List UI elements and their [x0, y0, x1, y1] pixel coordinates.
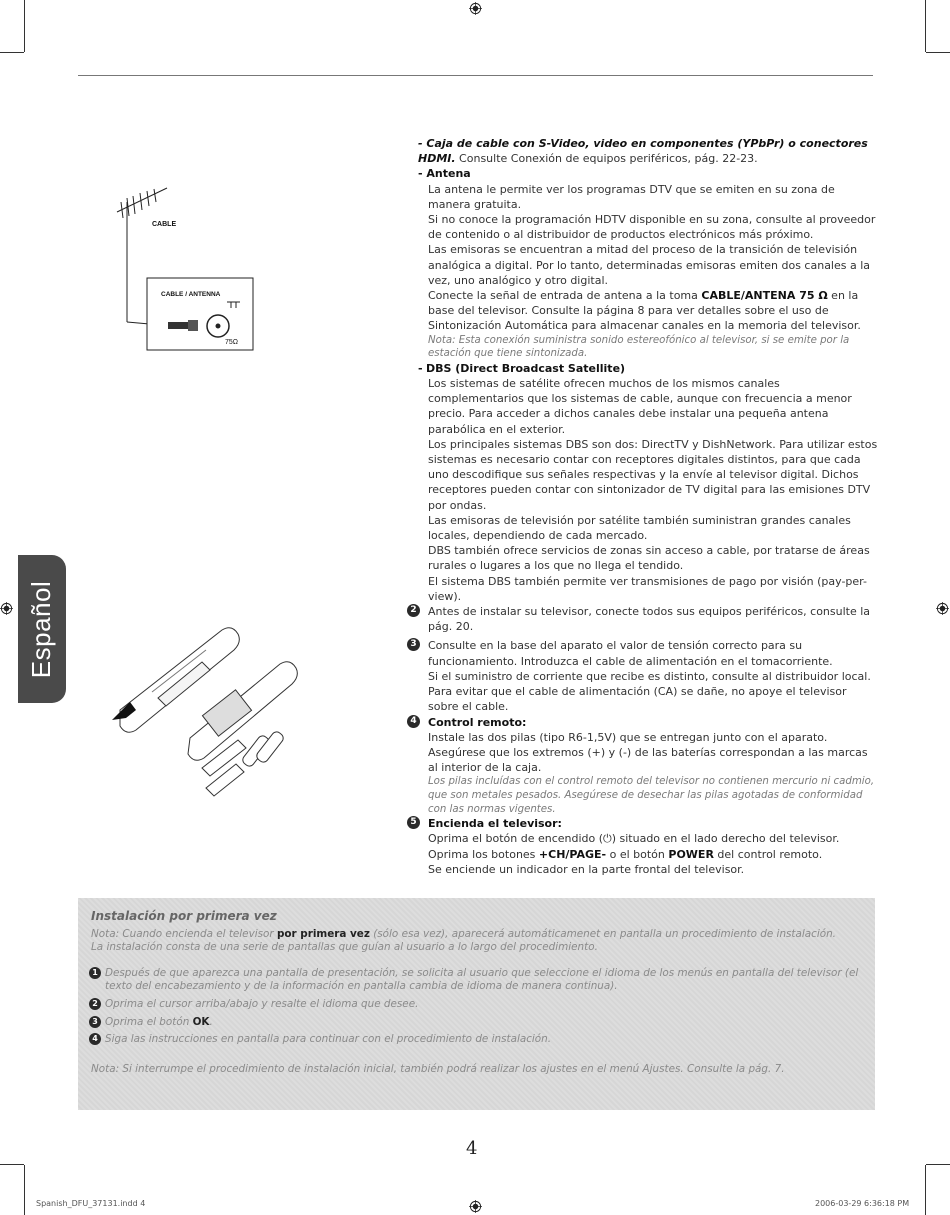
registration-mark-icon [0, 602, 13, 615]
item-cable-box [418, 136, 878, 166]
dbs-paragraph: DBS también ofrece servicios de zonas sin acceso a cable, por tratarse de áreas rurales o lugares a los que no llega el tendido. [428, 544, 870, 573]
install-step-4 [91, 1033, 866, 1047]
step-3 [410, 638, 878, 714]
antenna-section [418, 182, 878, 361]
step-number: 4 [89, 1033, 101, 1045]
first-install-note-3: Nota: Si interrumpe el procedimiento de instalación inicial, también podrá realizar los ajustes en el menú Ajustes. Consulte la pág. 7. [91, 1062, 785, 1075]
first-install-title: Instalación por primera vez [91, 909, 277, 923]
step-text: Consulte en la base del aparato el valor de tensión correcto para su funcionamiento. Introduzca el cable de alimentación en el tomacorriente. [428, 639, 833, 668]
step-number: 2 [89, 998, 101, 1010]
step-number: 5 [407, 816, 420, 829]
antenna-connect-text: Conecte la señal de entrada de antena a la toma [428, 289, 702, 303]
antenna-paragraph [428, 288, 878, 334]
note-emphasis: por primera vez [276, 927, 370, 940]
content-column [410, 136, 878, 877]
crop-mark [24, 0, 25, 52]
antenna-jack-name: CABLE/ANTENA 75 Ω [701, 289, 828, 303]
note-text: (sólo esa vez), aparecerá automáticamenet en pantalla un procedimiento de instalación. [369, 927, 836, 940]
footer-timestamp: 2006-03-29 6:36:18 PM [815, 1199, 910, 1208]
footer-file-name: Spanish_DFU_37131.indd 4 [36, 1199, 146, 1208]
install-step-text: Oprima el cursor arriba/abajo y resalte el idioma que desee. [105, 997, 419, 1010]
crop-mark [24, 1165, 25, 1215]
antenna-connection-illustration [112, 184, 257, 354]
step-4 [410, 715, 878, 817]
step-text: Instale las dos pilas (tipo R6-1,5V) que se entregan junto con el aparato. Asegúrese que los extremos (+) y (-) de las baterías correspondan a las marcas al interior de la caja. [428, 730, 868, 775]
step-text [428, 847, 878, 862]
install-step-1 [91, 967, 866, 994]
antenna-paragraph: Las emisoras se encuentran a mitad del proceso de la transición de televisión analógica a digital. Por lo tanto, determinadas emisoras emiten dos canales a la vez, uno analógico y otro digital. [428, 243, 871, 287]
note-text: Nota: Cuando encienda el televisor [91, 927, 277, 940]
step-text: Para evitar que el cable de alimentación (CA) se dañe, no apoye el televisor sobre el cable. [428, 685, 847, 714]
antenna-connect-text-end: en la base del televisor. Consulte la página 8 para ver detalles sobre el uso de Sintonización Automática para almacenar canales en la memoria del televisor. [428, 289, 861, 333]
page-number: 4 [466, 1138, 478, 1159]
step-text-part: Oprima los botones [428, 847, 539, 861]
step-text-part: o el botón [606, 847, 669, 861]
dbs-heading: - DBS (Direct Broadcast Satellite) [418, 361, 626, 375]
ok-button-name: OK [192, 1015, 210, 1028]
step-number: 1 [89, 967, 101, 979]
step-text: Antes de instalar su televisor, conecte todos sus equipos periféricos, consulte la pág. 20. [428, 605, 871, 634]
registration-mark-icon [469, 2, 482, 15]
registration-mark-icon [469, 1200, 482, 1213]
crop-mark [926, 1164, 950, 1165]
dbs-heading-text: DBS (Direct Broadcast Satellite) [426, 361, 626, 375]
first-install-content [91, 910, 866, 1076]
crop-mark [0, 52, 24, 53]
first-install-note [91, 928, 866, 942]
step-text-part: del control remoto. [713, 847, 823, 861]
step-number: 3 [407, 638, 420, 651]
language-tab-label: Español [26, 580, 57, 678]
language-tab-label-wrap [18, 555, 66, 703]
step-heading: Control remoto: [428, 715, 527, 729]
step-text: Oprima el botón de encendido (⏻) situado en el lado derecho del televisor. [428, 832, 840, 846]
remote-control-illustration [110, 618, 310, 798]
antenna-paragraph: La antena le permite ver los programas DTV que se emiten en su zona de manera gratuita. [428, 182, 835, 211]
batteries-icon [241, 730, 285, 768]
first-install-note-2: La instalación consta de una serie de pantallas que guían al usuario a lo largo del procedimiento. [91, 941, 598, 954]
item-cable-box-heading: - Caja de cable con S-Video, video en componentes (YPbPr) o conectores HDMI. [418, 137, 868, 166]
step-number: 4 [407, 715, 420, 728]
crop-mark [0, 1164, 24, 1165]
install-step-text: Después de que aparezca una pantalla de presentación, se solicita al usuario que seleccione el idioma de los menús en pantalla del televisor (el texto del encabezamiento y de la información en pantalla cambia de idioma de manera continua). [105, 966, 859, 993]
step-text: Si el suministro de corriente que recibe es distinto, consulte al distribuidor local. [428, 669, 871, 683]
step-text: Se enciende un indicador en la parte frontal del televisor. [428, 862, 745, 876]
registration-mark-icon [936, 602, 949, 615]
step-number: 2 [407, 604, 420, 617]
step-5 [410, 816, 878, 877]
step-note: Los pilas incluídas con el control remoto del televisor no contienen mercurio ni cadmio, que son metales pesados. Asegúrese de desechar las pilas agotadas de conformidad con las normas vigentes. [428, 776, 875, 815]
install-step-part: Oprima el botón [105, 1015, 193, 1028]
antenna-paragraph: Si no conoce la programación HDTV disponible en su zona, consulte al proveedor de contenido o al distribuidor de productos electrónicos más próximo. [428, 213, 876, 242]
crop-mark [926, 52, 950, 53]
header-rule [78, 75, 873, 76]
power-button-name: POWER [668, 847, 714, 861]
dbs-paragraph: El sistema DBS también permite ver transmisiones de pago por visión (pay-per-view). [428, 574, 867, 603]
install-step-3 [91, 1016, 866, 1030]
jack-label: CABLE / ANTENNA [161, 291, 221, 298]
item-cable-box-text: Consulte Conexión de equipos periféricos, pág. 22-23. [455, 152, 758, 166]
ch-page-button-name: +CH/PAGE- [538, 847, 607, 861]
ohm-label: 75Ω [225, 339, 239, 346]
crop-mark [925, 0, 926, 52]
install-step-text [105, 1016, 866, 1030]
dbs-paragraph: Las emisoras de televisión por satélite también suministran grandes canales locales, dependiendo de cada mercado. [428, 513, 851, 543]
install-step-text: Siga las instrucciones en pantalla para continuar con el procedimiento de instalación. [105, 1033, 552, 1046]
dbs-section [410, 376, 878, 877]
dbs-paragraph: Los principales sistemas DBS son dos: DirectTV y DishNetwork. Para utilizar estos sistemas es necesario contar con receptores digitales distintos, para que cada uno descodifique sus señales respectivas y la envíe al televisor digital. Dichos receptores pueden contar con sintonizador de TV digital para las emisiones DTV por ondas. [428, 437, 878, 512]
step-2 [410, 604, 878, 634]
step-heading: Encienda el televisor: [428, 817, 562, 831]
crop-mark [925, 1165, 926, 1215]
cable-label: CABLE [152, 221, 177, 228]
antenna-heading: - Antena [418, 167, 471, 181]
install-step-part: . [209, 1015, 213, 1028]
antenna-note: Nota: Esta conexión suministra sonido estereofónico al televisor, si se emite por la estación que tiene sintonizada. [428, 334, 850, 360]
install-step-2 [91, 998, 866, 1012]
step-number: 3 [89, 1016, 101, 1028]
dbs-paragraph: Los sistemas de satélite ofrecen muchos de los mismos canales complementarios que los sistemas de cable, aunque con frecuencia a menor precio. Para acceder a dichos canales debe instalar una pequeña antena parabólica en el exterior. [428, 377, 852, 436]
